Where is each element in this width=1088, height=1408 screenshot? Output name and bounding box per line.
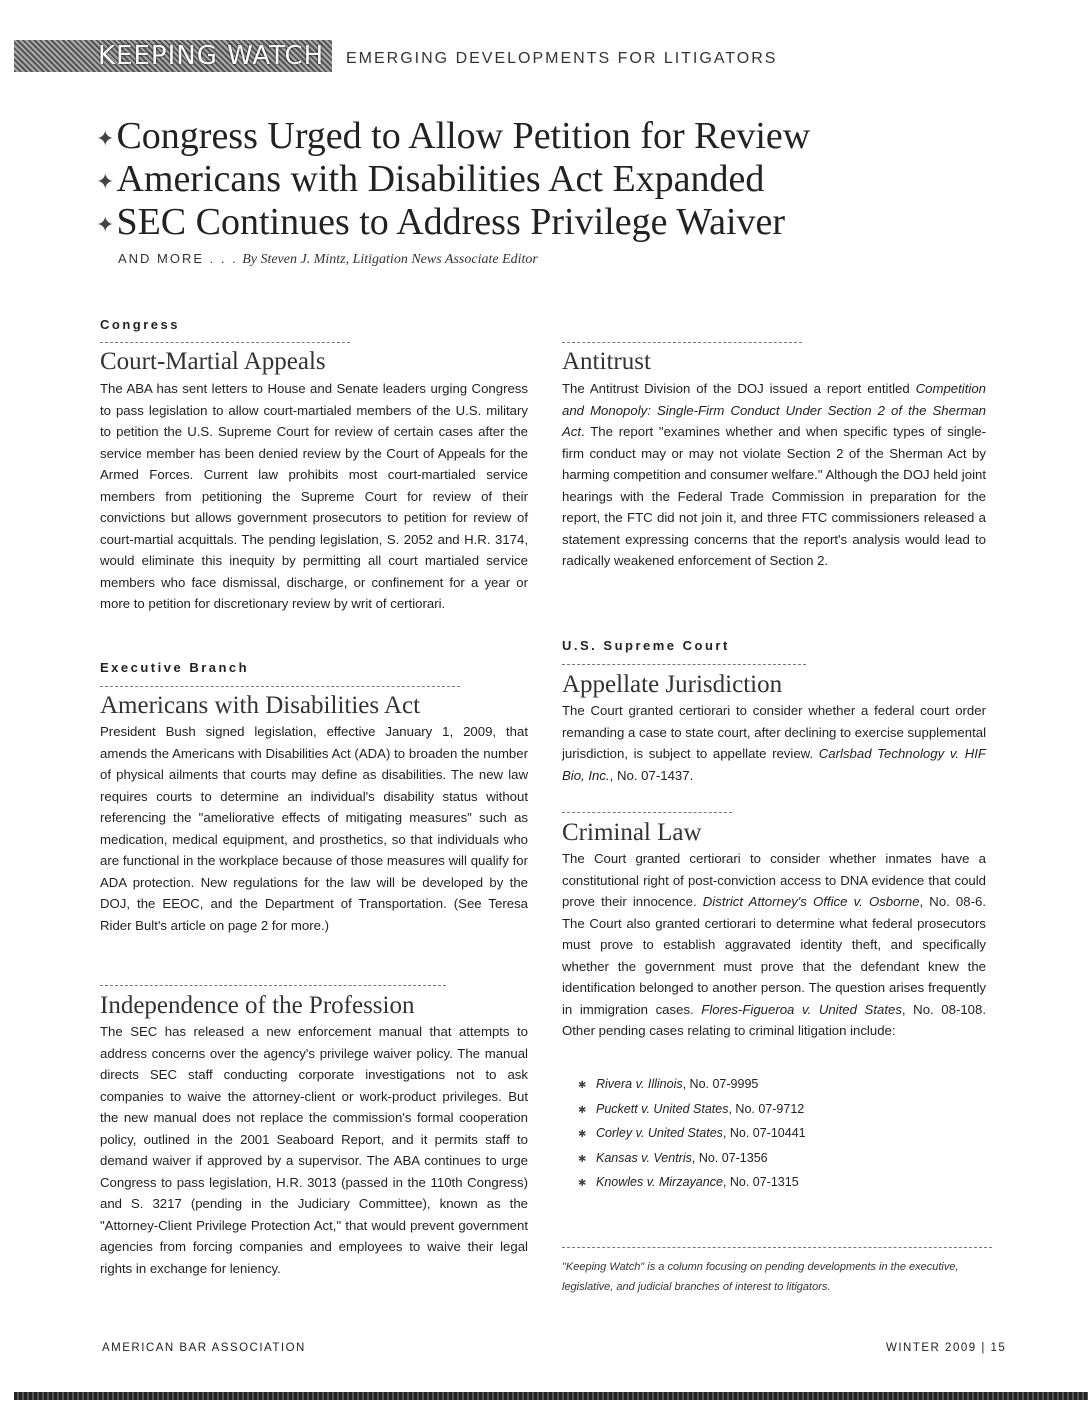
- bullet-icon: ✱: [578, 1178, 587, 1189]
- section-label-congress: Congress: [100, 317, 180, 332]
- section-label-executive: Executive Branch: [100, 660, 250, 675]
- bottom-rule: [14, 1392, 1088, 1400]
- bullet-icon: ✱: [578, 1104, 587, 1116]
- masthead-subtitle: EMERGING DEVELOPMENTS FOR LITIGATORS: [346, 50, 778, 67]
- criminal-law-body: The Court granted certiorari to consider whether inmates have a constitutional right of post-conviction access to DNA evidence that could prove their innocence. District Attorney's Office v. Osborne, No. 08-6. The Court also granted certiorari to determine what federal prosecutors must prove to establish aggravated identity theft, and specifically whether the government must prove that the defendant knew the identification belonged to another person. The question arises frequently in immigration cases. Flores-Figueroa v. United States, No. 08-108. Other pending cases relating to criminal litigation include:: [562, 851, 987, 1038]
- case-number: , No. 07-9995: [682, 1077, 759, 1091]
- case-name: Rivera v. Illinois: [596, 1077, 683, 1091]
- section-title-ada: Americans with Disabilities Act: [100, 692, 421, 719]
- author-credit: By Steven J. Mintz, Litigation News Associate Editor: [242, 252, 538, 267]
- case-name: Puckett v. United States: [596, 1101, 729, 1116]
- divider: [562, 812, 732, 813]
- pending-cases-list: [578, 1073, 806, 1196]
- headline-3-text: SEC Continues to Address Privilege Waiver: [116, 201, 786, 243]
- footer-publication: AMERICAN BAR ASSOCIATION: [102, 1342, 306, 1354]
- and-more-label: AND MORE . . .: [118, 251, 238, 266]
- divider: [100, 342, 350, 343]
- case-name: Kansas v. Ventris: [596, 1150, 692, 1165]
- divider: [100, 985, 446, 986]
- case-list-item: [578, 1073, 806, 1098]
- headline-2-text: Americans with Disabilities Act Expanded: [116, 158, 765, 200]
- headline-2: [96, 157, 764, 204]
- byline: [118, 250, 538, 268]
- case-list-item: [578, 1171, 806, 1196]
- antitrust-body: The Antitrust Division of the DOJ issued a report entitled Competition and Monopoly: Single-Firm Conduct Under Section 2 of the Sherman Act. The report "examines whether and when specific types of single-firm conduct may or may not violate Section 2 of the Sherman Act by harming competition and consumer welfare." Although the DOJ held joint hearings with the Federal Trade Commission in preparation for the report, the FTC did not join it, and three FTC commissioners released a statement expressing concerns that the report's analysis would lead to radically weakened enforcement of Section 2.: [562, 381, 986, 568]
- footer-issue-page: WINTER 2009 | 15: [886, 1342, 1007, 1354]
- diamond-bullet-icon: ✦: [96, 212, 115, 238]
- section-title-independence: Independence of the Profession: [100, 992, 415, 1019]
- case-name: Knowles v. Mirzayance: [596, 1175, 723, 1189]
- divider: [100, 686, 460, 687]
- appellate-body: The Court granted certiorari to consider whether a federal court order remanding a case to state court, after declining to exercise supplemental jurisdiction, is subject to appellate review. Carlsbad Technology v. HIF Bio, Inc., No. 07-1437.: [562, 703, 986, 783]
- masthead-logo: KEEPING WATCH: [14, 40, 332, 72]
- independence-body: The SEC has released a new enforcement manual that attempts to address concerns over the agency's privilege waiver policy. The manual directs SEC staff conducting corporate investigations not to ask companies to waive the attorney-client or work-product privileges. But the new manual does not replace the commission's formal cooperation policy, outlined in the 2001 Seaboard Report, and it permits staff to demand waiver if approved by a supervisor. The ABA continues to urge Congress to pass legislation, H.R. 3013 (passed in the 110th Congress) and S. 3217 (pending in the Judiciary Committee), known as the "Attorney-Client Privilege Protection Act," that would prevent government agencies from forcing companies and employees to waive their legal rights in exchange for leniency.: [100, 1024, 528, 1276]
- bullet-icon: ✱: [578, 1153, 587, 1165]
- divider: [562, 342, 802, 343]
- section-title-appellate: Appellate Jurisdiction: [562, 671, 783, 698]
- section-label-supreme-court: U.S. Supreme Court: [562, 638, 730, 653]
- divider: [562, 664, 806, 665]
- divider: [562, 1247, 992, 1248]
- headline-3: [96, 200, 785, 247]
- case-number: , No. 07-9712: [728, 1101, 805, 1116]
- case-list-item: [578, 1098, 806, 1123]
- headline-1-text: Congress Urged to Allow Petition for Review: [116, 115, 811, 157]
- case-list-item: [578, 1147, 806, 1172]
- bullet-icon: ✱: [578, 1129, 587, 1140]
- diamond-bullet-icon: ✦: [96, 169, 115, 195]
- court-martial-body: The ABA has sent letters to House and Senate leaders urging Congress to pass legislation to allow court-martialed members of the U.S. military to petition the U.S. Supreme Court for review of certain cases after the service member has been denied review by the Court of Appeals for the Armed Forces. Current law prohibits most court-martialed service members from petitioning the Supreme Court for review of their convictions but allows government prosecutors to petition for review of court-martial acquittals. The pending legislation, S. 2052 and H.R. 3174, would eliminate this inequity by permitting all court martialed service members who face dismissal, discharge, or confinement for a year or more to petition for discretionary review by writ of certiorari.: [100, 381, 528, 611]
- section-title-antitrust: Antitrust: [562, 348, 651, 375]
- case-number: , No. 07-10441: [722, 1126, 806, 1140]
- case-number: , No. 07-1315: [722, 1175, 799, 1189]
- section-title-court-martial: Court-Martial Appeals: [100, 348, 326, 375]
- bullet-icon: ✱: [578, 1080, 587, 1091]
- diamond-bullet-icon: ✦: [96, 126, 115, 152]
- headline-1: [96, 114, 810, 161]
- ada-body: President Bush signed legislation, effective January 1, 2009, that amends the Americans with Disabilities Act (ADA) to broaden the number of physical ailments that courts may define as disabilities. The new law requires courts to determine an individual's disability status without referencing the "ameliorative effects of mitigating measures" such as medication, medical equipment, and prosthetics, so that individuals who are functional in the workplace because of those measures will qualify for ADA protection. New regulations for the law will be developed by the DOJ, the EEOC, and the Department of Transportation. (See Teresa Rider Bult's article on page 2 for more.): [100, 724, 528, 933]
- section-title-criminal-law: Criminal Law: [562, 819, 702, 846]
- column-footnote: "Keeping Watch" is a column focusing on pending developments in the executive, legislative, and judicial branches of interest to litigators.: [562, 1261, 959, 1293]
- case-number: , No. 07-1356: [691, 1150, 768, 1165]
- case-list-item: [578, 1122, 806, 1147]
- case-name: Corley v. United States: [596, 1126, 723, 1140]
